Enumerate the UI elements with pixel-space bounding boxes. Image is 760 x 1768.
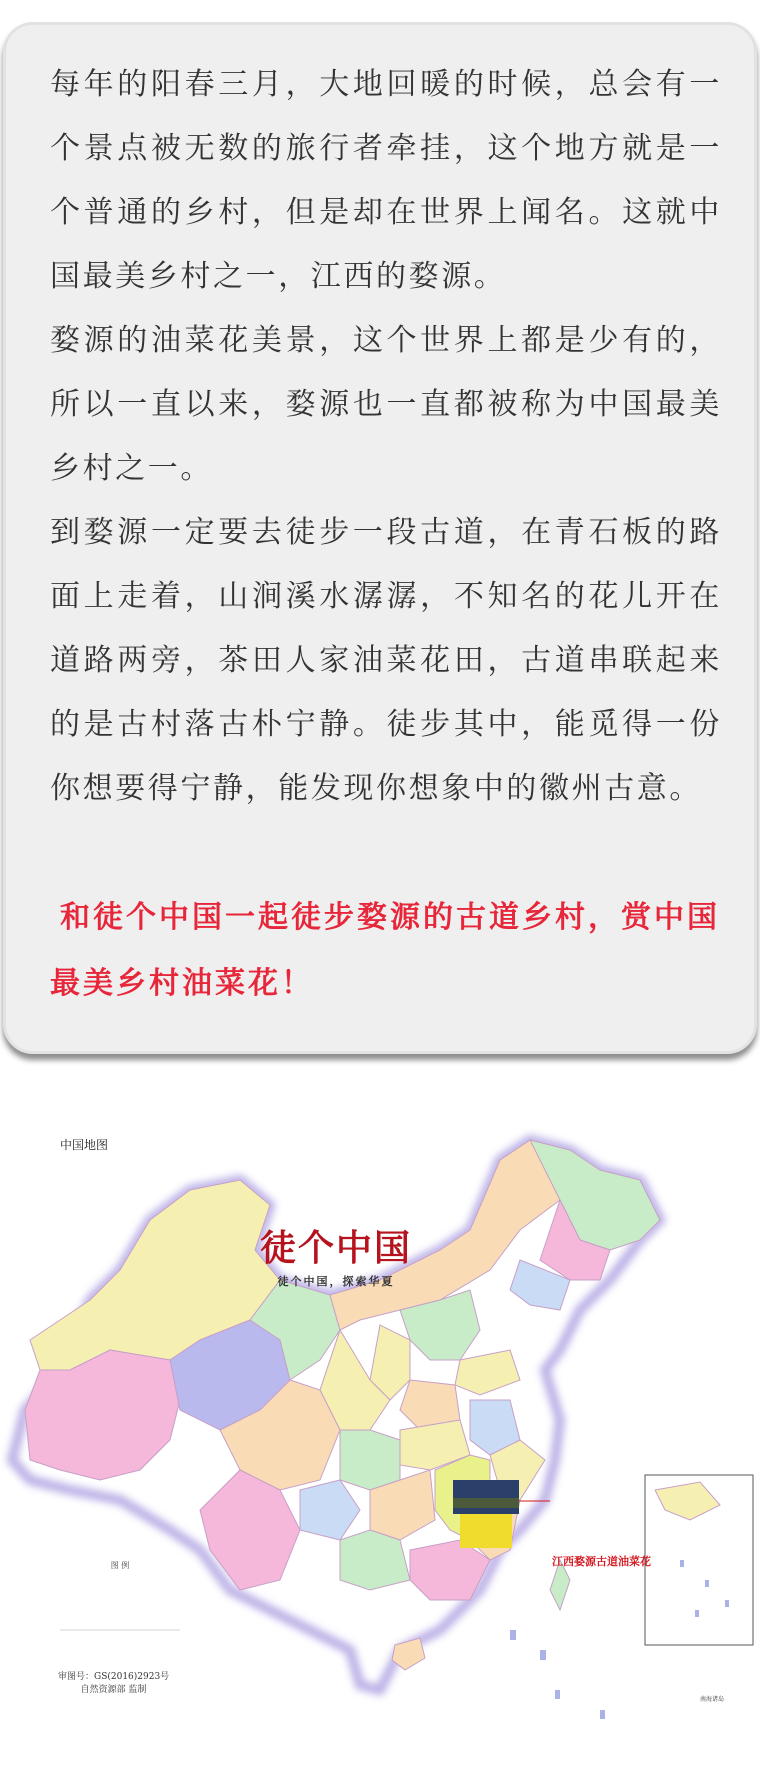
chongqing-region xyxy=(340,1430,400,1490)
map-legend xyxy=(60,1560,180,1575)
brand-logo xyxy=(260,1220,412,1289)
highlight-text: 和徒个中国一起徒步婺源的古道乡村，赏中国最美乡村油菜花！ xyxy=(50,900,720,1001)
wuyuan-callout: 江西婺源古道油菜花 xyxy=(552,1555,651,1568)
china-map-image xyxy=(0,1110,760,1768)
shandong-region xyxy=(455,1350,520,1395)
south-sea-islands xyxy=(510,1630,605,1719)
wuyuan-photo-village xyxy=(453,1498,519,1508)
paragraph-3: 到婺源一定要去徒步一段古道，在青石板的路面上走着，山涧溪水潺潺，不知名的花儿开在道路两旁，茶田人家油菜花田，古道串联起来的是古村落古朴宁静。徒步其中，能觅得一份你想要得宁静，能发现你想象中的徽州古意。 xyxy=(50,515,722,806)
approval-line-2: 自然资源部 监制 xyxy=(80,1685,147,1695)
text-card xyxy=(3,22,757,1054)
china-map-graphic xyxy=(0,1110,760,1768)
map-title: 中国地图 xyxy=(60,1138,109,1152)
wuyuan-photo-flowers xyxy=(460,1514,512,1548)
brand-slogan: 徒个中国，探索华夏 xyxy=(277,1275,395,1288)
brand-name: 徒个中国 xyxy=(260,1227,413,1269)
legend-title: 图 例 xyxy=(110,1561,130,1570)
approval-line-1: 审图号：GS(2016)2923号 xyxy=(58,1672,170,1682)
tibet-region xyxy=(25,1350,180,1480)
paragraph-1: 每年的阳春三月，大地回暖的时候，总会有一个景点被无数的旅行者牵挂，这个地方就是一个普通的乡村，但是却在世界上闻名。这就中国最美乡村之一，江西的婺源。 xyxy=(50,67,722,294)
inset-label: 南海诸岛 xyxy=(700,1696,725,1703)
wuyuan-photo-sky xyxy=(453,1480,519,1514)
guizhou-region xyxy=(300,1480,360,1540)
paragraph-2: 婺源的油菜花美景，这个世界上都是少有的，所以一直以来，婺源也一直都被称为中国最美乡村之一。 xyxy=(50,323,722,486)
approval-number xyxy=(58,1671,169,1697)
